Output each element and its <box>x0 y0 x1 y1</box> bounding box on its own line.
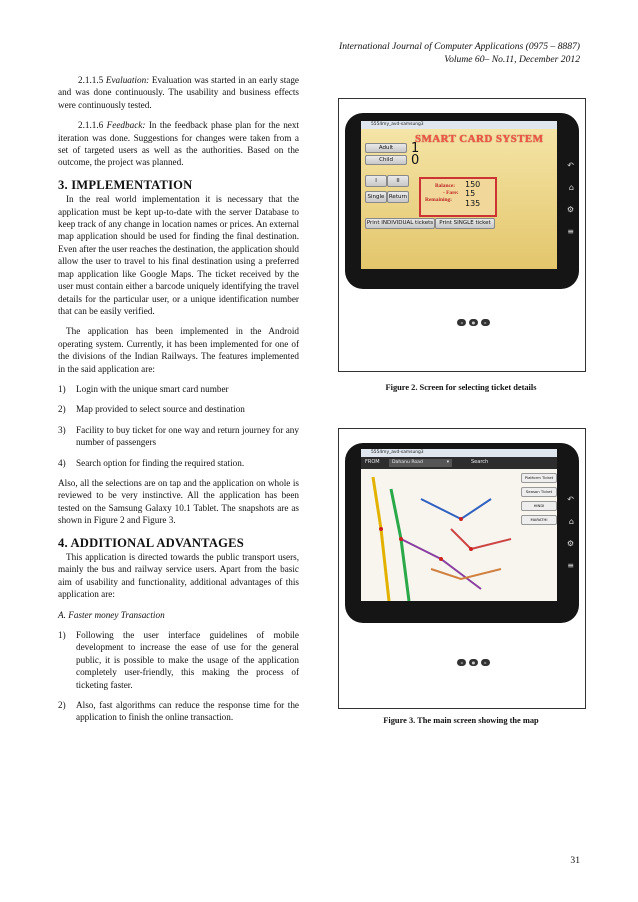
search-label[interactable]: Search <box>471 459 489 465</box>
list-item <box>58 424 299 449</box>
nav-home-icon-2[interactable]: ● <box>469 659 478 666</box>
adult-button[interactable]: Adult <box>365 143 407 153</box>
features-list <box>58 383 299 469</box>
nav-home-icon[interactable]: ● <box>469 319 478 326</box>
adult-count: 1 <box>411 141 420 156</box>
tablet-screen-2 <box>361 449 557 601</box>
volume-info: Volume 60– No.11, December 2012 <box>444 54 580 65</box>
implementation-paragraph-3: Also, all the selections are on tap and the application on whole is reviewed to be very instinctive. All the application has been tested on the Samsung Galaxy 10.1 Tablet. The snapshots are as shown in Figure 2 and Figure 3. <box>58 477 299 526</box>
chevron-down-icon: ▾ <box>446 460 449 465</box>
print-single-button[interactable]: Print SINGLE ticket <box>435 218 495 229</box>
list-item-number: 1) <box>58 383 66 394</box>
figure-3 <box>338 428 586 709</box>
advantages-list <box>58 629 299 724</box>
season-ticket-button[interactable]: Season Ticket <box>521 487 557 497</box>
running-header <box>339 40 580 66</box>
tablet-device-2 <box>345 443 579 623</box>
figure-3-caption: Figure 3. The main screen showing the map <box>383 716 539 725</box>
menu-icon[interactable]: ≡ <box>567 227 574 236</box>
fare-value: 15 <box>465 189 476 198</box>
list-item-text: Also, fast algorithms can reduce the response time for the application to finish the online transaction. <box>76 700 299 723</box>
remaining-label: Remaining: <box>425 197 452 203</box>
settings-icon[interactable]: ⚙ <box>566 205 574 214</box>
balance-label: Balance: <box>435 183 456 189</box>
figure-2 <box>338 98 586 372</box>
hindi-button[interactable]: HINDI <box>521 501 557 511</box>
back-icon[interactable]: ↶ <box>567 161 574 170</box>
window-title-bar: 5554my_avd-samsung3 <box>361 121 557 129</box>
home-icon[interactable]: ⌂ <box>568 183 574 192</box>
list-item-number: 4) <box>58 457 66 468</box>
list-item <box>58 629 299 691</box>
list-item-text: Map provided to select source and destination <box>76 404 245 415</box>
page-number: 31 <box>570 855 580 866</box>
paragraph-evaluation: 2.1.1.5 Evaluation: Evaluation was started in an early stage and was done continuously. The usability and business effects were continuously tested. <box>58 75 300 110</box>
class-i-button[interactable]: I <box>365 175 387 187</box>
back-icon-2[interactable]: ↶ <box>567 495 574 504</box>
return-journey-button[interactable]: Return <box>387 191 409 203</box>
child-count: 0 <box>411 153 420 168</box>
balance-value: 150 <box>465 180 481 189</box>
nav-back-icon[interactable]: ◂ <box>457 319 466 326</box>
section-advantages-heading: 4. ADDITIONAL ADVANTAGES <box>58 535 244 550</box>
tablet-screen <box>361 121 557 269</box>
list-item <box>58 699 299 724</box>
list-item-number: 1) <box>58 630 66 641</box>
figure-2-caption: Figure 2. Screen for selecting ticket details <box>385 383 537 392</box>
list-item-number: 3) <box>58 424 66 435</box>
home-icon-2[interactable]: ⌂ <box>568 517 574 526</box>
implementation-paragraph-2: The application has been implemented in the Android operating system. Currently, it has been implemented for one of the divisions of the Indian Railways. The features implemented in the said application are: <box>58 326 299 374</box>
paragraph-feedback: 2.1.1.6 Feedback: In the feedback phase plan for the next iteration was done. Suggestions for changes were taken from a set of targeted users as well as the authorities. Based on the outcome, the project was planned. <box>58 120 300 168</box>
list-item <box>58 457 299 469</box>
print-individual-button[interactable]: Print INDIVIDUAL tickets <box>365 218 435 229</box>
tablet-device <box>345 113 579 289</box>
list-item <box>58 403 299 415</box>
nav-recent-icon[interactable]: ▸ <box>481 319 490 326</box>
section-implementation-heading: 3. IMPLEMENTATION <box>58 177 193 192</box>
nav-back-icon-2[interactable]: ◂ <box>457 659 466 666</box>
window-title-bar-2: 5554my_avd-samsung3 <box>361 449 557 457</box>
class-ii-button[interactable]: II <box>387 175 409 187</box>
advantages-paragraph: This application is directed towards the public transport users, mainly the bus and railway service users. Apart from the basic aim of usability and functionality, additional advantages of this application are: <box>58 552 299 600</box>
child-button[interactable]: Child <box>365 155 407 165</box>
emulator-nav-buttons-2 <box>457 659 490 666</box>
fare-summary-box <box>419 177 497 217</box>
list-item-number: 2) <box>58 700 66 711</box>
list-item-text: Facility to buy ticket for one way and return journey for any number of passengers <box>76 424 299 448</box>
list-item-text: Following the user interface guidelines of mobile development to increase the ease of use for the general public, it is possible to make the usage of the application completely user-friendly, this making the process of ticketing faster. <box>76 630 299 690</box>
left-column <box>58 74 299 732</box>
list-item-text: Search option for finding the required station. <box>76 457 245 468</box>
list-item-text: Login with the unique smart card number <box>76 383 229 394</box>
from-station-value: Dahanu Road <box>392 460 423 465</box>
from-station-dropdown[interactable] <box>389 459 452 467</box>
implementation-paragraph-1: In the real world implementation it is necessary that the application must be kept up-to-date with the server Database to keep track of any change in location names or prices. An external map application should be used for finding the final destination. Even after the user reaches the destination, the application should allow the user to travel to his final destination using a preferred map application like Google Maps. The ticket received by the user must contain either a barcode uniquely identifying the travel details for the particular user, or a unique identification number that can be easily verified. <box>58 194 299 316</box>
remaining-value: 135 <box>465 199 481 208</box>
settings-icon-2[interactable]: ⚙ <box>566 539 574 548</box>
emulator-nav-buttons <box>457 319 490 326</box>
subheading-faster-money: A. Faster money Transaction <box>58 609 165 620</box>
from-label: FROM <box>365 459 380 465</box>
journal-name: International Journal of Computer Applications (0975 – 8887) <box>339 41 580 52</box>
nav-recent-icon-2[interactable]: ▸ <box>481 659 490 666</box>
list-item-number: 2) <box>58 404 66 415</box>
single-journey-button[interactable]: Single <box>365 191 387 203</box>
platform-ticket-button[interactable]: Platform Ticket <box>521 473 557 483</box>
list-item <box>58 383 299 395</box>
fare-label: - Fare: <box>443 190 459 196</box>
marathi-button[interactable]: MARATHI <box>521 515 557 525</box>
railway-map[interactable] <box>361 469 521 601</box>
menu-icon-2[interactable]: ≡ <box>567 561 574 570</box>
app-title: SMART CARD SYSTEM <box>415 133 544 145</box>
